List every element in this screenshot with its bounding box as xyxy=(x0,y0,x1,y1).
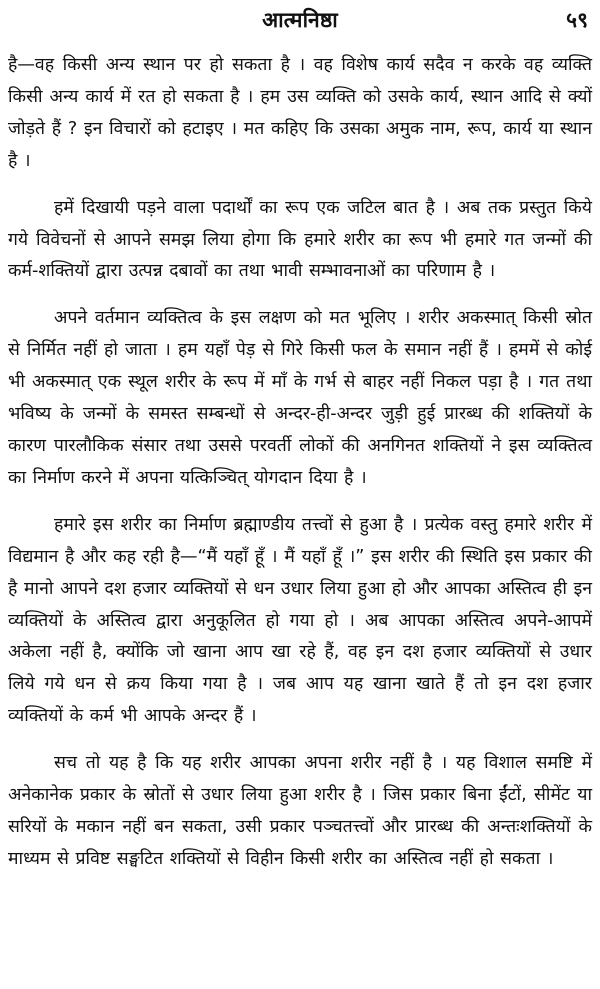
page-number: ५९ xyxy=(566,8,588,32)
paragraph-2: हमें दिखायी पड़ने वाला पदार्थों का रूप एक जटिल बात है । अब तक प्रस्तुत किये गये विवेचनों से आपने समझ लिया होगा कि हमारे शरीर का रूप भी हमारे गत जन्मों की कर्म-शक्तियों द्वारा उत्पन्न दबावों का तथा भावी सम्भावनाओं का परिणाम है । xyxy=(8,197,592,282)
paragraph-1: है—वह किसी अन्य स्थान पर हो सकता है । वह विशेष कार्य सदैव न करके वह व्यक्ति किसी अन्य कार्य में रत हो सकता है । हम उस व्यक्ति को उसके कार्य, स्थान आदि से क्यों जोड़ते हैं ? इन विचारों को हटाइए । मत कहिए कि उसका अमुक नाम, रूप, कार्य या स्थान है । xyxy=(8,55,592,171)
running-title: आत्मनिष्ठा xyxy=(262,8,338,32)
body-text xyxy=(8,50,592,891)
page-header xyxy=(0,6,600,40)
paragraph-5: सच तो यह है कि यह शरीर आपका अपना शरीर नहीं है । यह विशाल समष्टि में अनेकानेक प्रकार के स्रोतों से उधार लिया हुआ शरीर है । जिस प्रकार बिना ईंटों, सीमेंट या सरियों के मकान नहीं बन सकता, उसी प्रकार पञ्चतत्त्वों और प्रारब्ध की अन्तःशक्तियों के माध्यम से प्रविष्ट सङ्घटित शक्तियों से विहीन किसी शरीर का अस्तित्व नहीं हो सकता । xyxy=(8,753,592,869)
paragraph-4: हमारे इस शरीर का निर्माण ब्रह्माण्डीय तत्त्वों से हुआ है । प्रत्येक वस्तु हमारे शरीर में विद्यमान है और कह रही है—“मैं यहाँ हूँ । मैं यहाँ हूँ ।” इस शरीर की स्थिति इस प्रकार की है मानो आपने दश हजार व्यक्तियों से धन उधार लिया हुआ हो और आपका अस्तित्व ही इन व्यक्तियों के अस्तित्व द्वारा अनुकूलित हो गया हो । अब आपका अस्तित्व अपने-आपमें अकेला नहीं है, क्योंकि जो खाना आप खा रहे हैं, वह इन दश हजार व्यक्तियों से उधार लिये गये धन से क्रय किया गया है । जब आप यह खाना खाते हैं तो इन दश हजार व्यक्तियों के कर्म भी आपके अन्दर हैं । xyxy=(8,514,592,727)
paragraph-3: अपने वर्तमान व्यक्तित्व के इस लक्षण को मत भूलिए । शरीर अकस्मात् किसी स्रोत से निर्मित नहीं हो जाता । हम यहाँ पेड़ से गिरे किसी फल के समान नहीं हैं । हममें से कोई भी अकस्मात् एक स्थूल शरीर के रूप में माँ के गर्भ से बाहर नहीं निकल पड़ा है । गत तथा भविष्य के जन्मों के समस्त सम्बन्धों से अन्दर-ही-अन्दर जुड़ी हुई प्रारब्ध की शक्तियों के कारण पारलौकिक संसार तथा उससे परवर्ती लोकों की अनगिनत शक्तियों ने इस व्यक्तित्व का निर्माण करने में अपना यत्किञ्चित् योगदान दिया है । xyxy=(8,308,592,488)
